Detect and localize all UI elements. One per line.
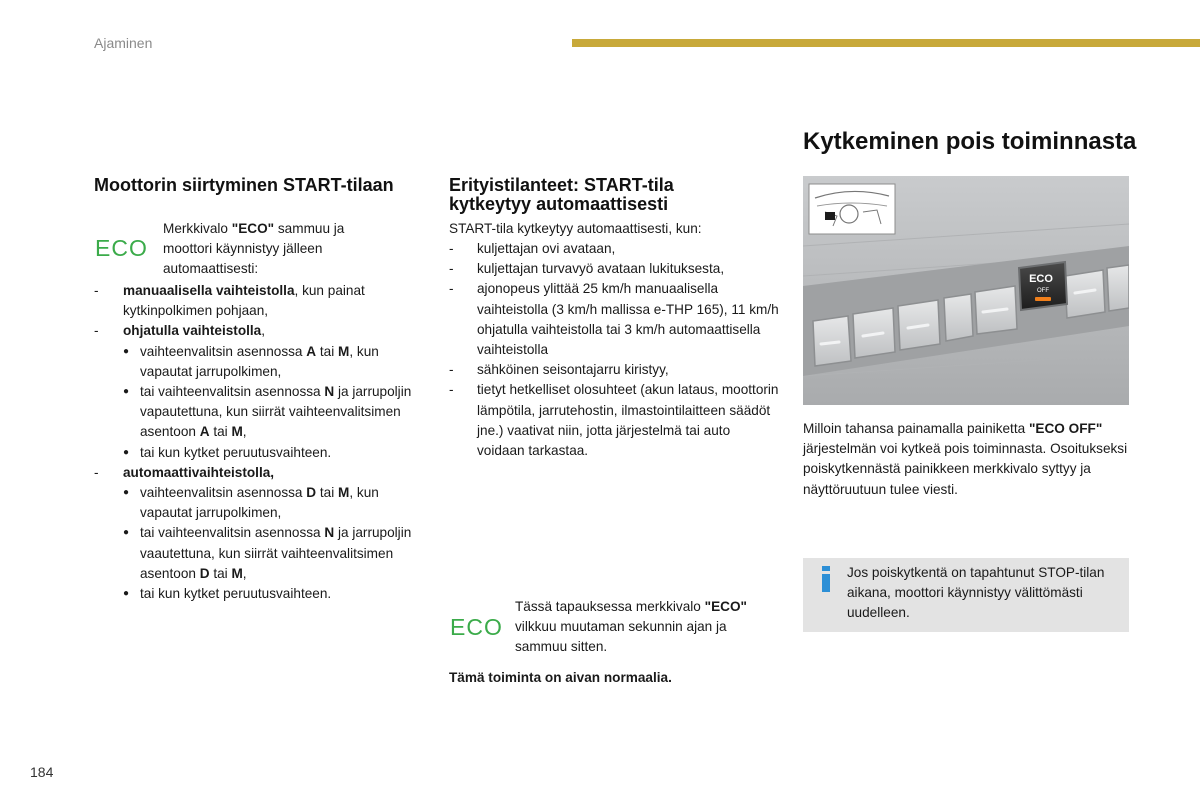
col1-heading: Moottorin siirtyminen START-tilaan (94, 175, 394, 195)
col2-list (449, 239, 779, 461)
eco-off-button-photo (803, 176, 1129, 405)
list-item: - sähköinen seisontajarru kiristyy, (449, 360, 779, 380)
list-item-manual: - manuaalisella vaihteistolla, kun painat kytkinpolkimen pohjaan, (94, 281, 424, 321)
header-accent-bar (572, 39, 1200, 47)
eco-off-indicator-light (1035, 297, 1051, 301)
sub-item: ● tai vaihteenvalitsin asennossa N ja jarrupoljin vapautettuna, kun siirrät vaihteenvalitsimen asentoon A tai M, (123, 382, 424, 443)
section-label: Ajaminen (94, 35, 153, 51)
list-item: - kuljettajan turvavyö avataan lukituksesta, (449, 259, 779, 279)
sub-item: ● tai kun kytket peruutusvaihteen. (123, 584, 424, 604)
eco-indicator-icon: ECO (450, 614, 503, 640)
page-title: Kytkeminen pois toiminnasta (803, 128, 1137, 155)
dashboard-location-inset (809, 184, 895, 234)
info-text: Jos poiskytkentä on tapahtunut STOP-tilan aikana, moottori käynnistyy välittömästi uudelleen. (847, 565, 1105, 621)
svg-text:OFF: OFF (1037, 288, 1049, 294)
list-item: - kuljettajan ovi avataan, (449, 239, 779, 259)
eco-indicator-icon: ECO (95, 235, 148, 261)
sub-item: ● tai vaihteenvalitsin asennossa N ja jarrupoljin vaautettuna, kun siirrät vaihteenvalitsimen asentoon D tai M, (123, 523, 424, 584)
page-number: 184 (30, 764, 54, 780)
svg-text:ECO: ECO (1029, 273, 1053, 285)
sub-item: ● vaihteenvalitsin asennossa A tai M, kun vapautat jarrupolkimen, (123, 342, 424, 382)
sub-item: ● vaihteenvalitsin asennossa D tai M, kun vapautat jarrupolkimen, (123, 483, 424, 523)
info-box (803, 558, 1129, 632)
list-item-robotised: - ohjatulla vaihteistolla, ● vaihteenvalitsin asennossa A tai M, kun vapautat jarrupolkimen, ● tai vaihteenvalitsin asennossa N ja jarrupoljin vapautettuna, kun siirrät vaihteenvalitsimen asentoon A tai M, ● tai kun kytket peruutusvaihteen. (94, 321, 424, 462)
sub-item: ● tai kun kytket peruutusvaihteen. (123, 443, 424, 463)
list-item: - tietyt hetkelliset olosuhteet (akun lataus, moottorin lämpötila, jarrutehostin, ilmastointilaitteen säädöt jne.) vaativat niin, jotta järjestelmä tai auto voidaan tarkastaa. (449, 380, 779, 461)
list-item-automatic: - automaattivaihteistolla, ● vaihteenvalitsin asennossa D tai M, kun vapautat jarrupolkimen, ● tai vaihteenvalitsin asennossa N ja jarrupoljin vaautettuna, kun siirrät vaihteenvalitsimen asentoon D tai M, ● tai kun kytket peruutusvaihteen. (94, 463, 424, 604)
col1-eco-intro: Merkkivalo "ECO" sammuu ja moottori käynnistyy jälleen automaattisesti: (163, 221, 345, 277)
col3-body: Milloin tahansa painamalla painiketta "ECO OFF" järjestelmän voi kytkeä pois toiminnasta. Osoitukseksi poiskytkennästä painikkeen merkkivalo syttyy ja näyttöruutuun tulee viesti. (803, 421, 1128, 497)
info-icon (821, 566, 829, 597)
eco-off-button (1019, 262, 1067, 310)
col1-list (94, 281, 424, 604)
list-item: - ajonopeus ylittää 25 km/h manuaalisella vaihteistolla (3 km/h mallissa e-THP 165), 11 km/h ohjatulla vaihteistolla tai 3 km/h automaattisella vaihteistolla (449, 279, 779, 360)
col2-intro: START-tila kytkeytyy automaattisesti, kun: (449, 221, 702, 236)
col2-eco-note: Tässä tapauksessa merkkivalo "ECO" vilkkuu muutaman sekunnin ajan ja sammuu sitten. (515, 599, 747, 655)
col2-heading: Erityistilanteet: START-tila kytkeytyy automaattisesti (449, 175, 674, 214)
normal-operation-note: Tämä toiminta on aivan normaalia. (449, 670, 672, 685)
